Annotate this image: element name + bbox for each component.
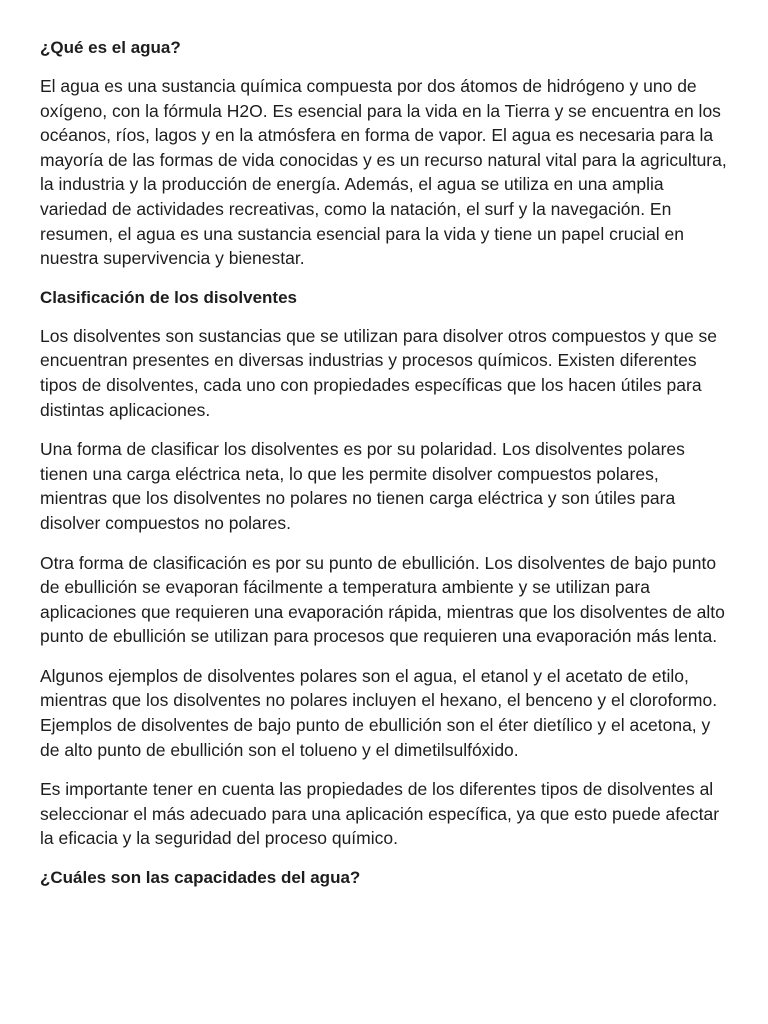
section-heading-capacidades-agua: ¿Cuáles son las capacidades del agua? [40,868,361,888]
paragraph-polaridad: Una forma de clasificar los disolventes es por su polaridad. Los disolventes polares tienen una carga eléctrica neta, lo que les permite disolver compuestos polares, mientras que los disolventes no polares no tienen carga eléctrica y son útiles para disolver compuestos no polares. [40,439,685,533]
paragraph-disolventes-intro: Los disolventes son sustancias que se utilizan para disolver otros compuestos y que se encuentran presentes en diversas industrias y procesos químicos. Existen diferentes tipos de disolventes, cada uno con propiedades específicas que los hacen útiles para distintas aplicaciones. [40,325,718,420]
paragraph-importancia: Es importante tener en cuenta las propiedades de los diferentes tipos de disolventes al seleccionar el más adecuado para una aplicación específica, ya que esto puede afectar la eficacia y la seguridad del proceso químico. [40,779,720,849]
paragraph-punto-ebullicion: Otra forma de clasificación es por su punto de ebullición. Los disolventes de bajo punto de ebullición se evaporan fácilmente a temperatura ambiente y se utilizan para aplicaciones que requieren una evaporación rápida, mientras que los disolventes de alto punto de ebullición se utilizan para procesos que requieren una evaporación más lenta. [40,552,725,647]
section-heading-que-es-el-agua: ¿Qué es el agua? [40,38,181,57]
section-heading-clasificacion-disolventes: Clasificación de los disolventes [40,287,297,307]
paragraph-ejemplos: Algunos ejemplos de disolventes polares son el agua, el etanol y el acetato de etilo, mientras que los disolventes no polares incluyen el hexano, el benceno y el cloroformo. Ejemplos de disolventes de bajo punto de ebullición son el éter dietílico y el acetona, y de alto punto de ebullición son el tolueno y el dimetilsulfóxido. [40,665,718,760]
paragraph-agua-definicion: El agua es una sustancia química compuesta por dos átomos de hidrógeno y uno de oxígeno, con la fórmula H2O. Es esencial para la vida en la Tierra y se encuentra en los océanos, ríos, lagos y en la atmósfera en forma de vapor. El agua es necesaria para la mayoría de las formas de vida conocidas y es un recurso natural vital para la agricultura, la industria y la producción de energía. Además, el agua se utiliza en una amplia variedad de actividades recreativas, como la natación, el surf y la navegación. En resumen, el agua es una sustancia esencial para la vida y tiene un papel crucial en nuestra supervivencia y bienestar. [40,76,727,269]
